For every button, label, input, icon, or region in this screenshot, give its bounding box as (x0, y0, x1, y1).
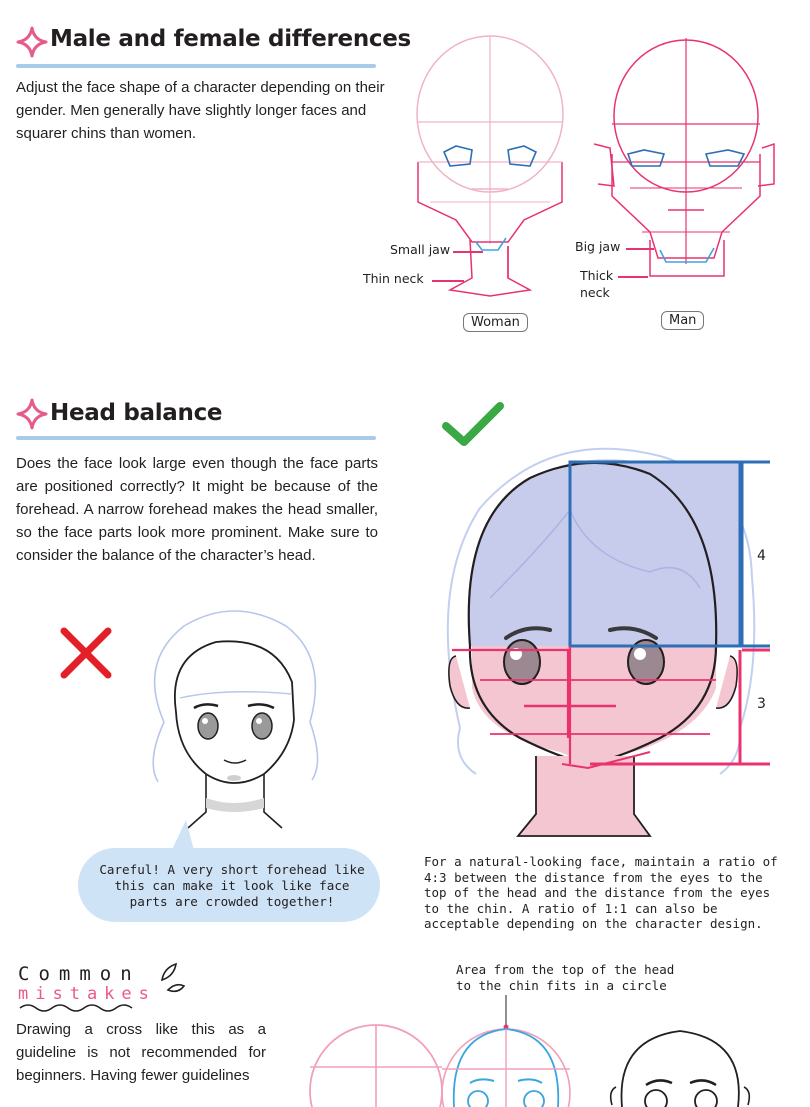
guideline-head-sketches (300, 995, 810, 1107)
head-balance-description: Does the face look large even though the face parts are positioned correctly? It might be because of the forehead. A narrow forehead makes the head smaller, so the face parts look more prominent. Make sure to consider the balance of the character’s head. (16, 455, 378, 564)
label-small-jaw: Small jaw (390, 242, 451, 257)
common-mistakes-title: Common (18, 963, 141, 985)
small-jaw-pointer (453, 251, 483, 253)
sparkle-icon (16, 398, 48, 430)
sparkle-icon (16, 26, 48, 58)
label-thick-neck-1: Thick (580, 268, 614, 283)
big-jaw-pointer (626, 248, 654, 250)
ratio-label-bottom: 3 (757, 696, 766, 712)
common-mistakes-text: Drawing a cross like this as a guideline is not recommended for beginners. Having fewer guidelines (16, 1021, 266, 1084)
section-title-gender: Male and female differences (50, 26, 411, 52)
circle-note-line-1: Area from the top of the head (456, 962, 675, 977)
common-mistakes-subtitle: mistakes (18, 984, 156, 1004)
woman-head-diagram (410, 34, 570, 304)
man-tag: Man (661, 311, 704, 330)
ratio-label-top: 4 (757, 548, 766, 564)
ratio-caption: For a natural-looking face, maintain a ratio of 4:3 between the distance from the eyes to the top of the head and the distance from the eyes to the chin. A ratio of 1:1 can also be acceptable depending on the character design. (424, 854, 778, 931)
thin-neck-pointer (432, 280, 464, 282)
gender-description: Adjust the face shape of a character depending on their gender. Men generally have slightly longer faces and squarer chins than women. (16, 79, 385, 142)
cross-icon (58, 625, 114, 681)
circle-note-line-2: to the chin fits in a circle (456, 978, 667, 993)
label-big-jaw: Big jaw (575, 239, 621, 254)
wavy-underline (18, 1002, 138, 1014)
title-underline (16, 436, 376, 440)
sweat-drop-icon (150, 960, 190, 1000)
short-forehead-head-drawing (124, 602, 344, 830)
section-title-head-balance: Head balance (50, 400, 223, 426)
warning-text: Careful! A very short forehead like this can make it look like face parts are crowded together! (99, 862, 365, 909)
title-underline (16, 64, 376, 68)
man-head-diagram (590, 36, 780, 306)
label-thick-neck-2: neck (580, 285, 610, 300)
correct-head-proportion-drawing (420, 438, 810, 850)
label-thin-neck: Thin neck (363, 271, 424, 286)
thick-neck-pointer (618, 276, 648, 278)
woman-tag: Woman (463, 313, 528, 332)
